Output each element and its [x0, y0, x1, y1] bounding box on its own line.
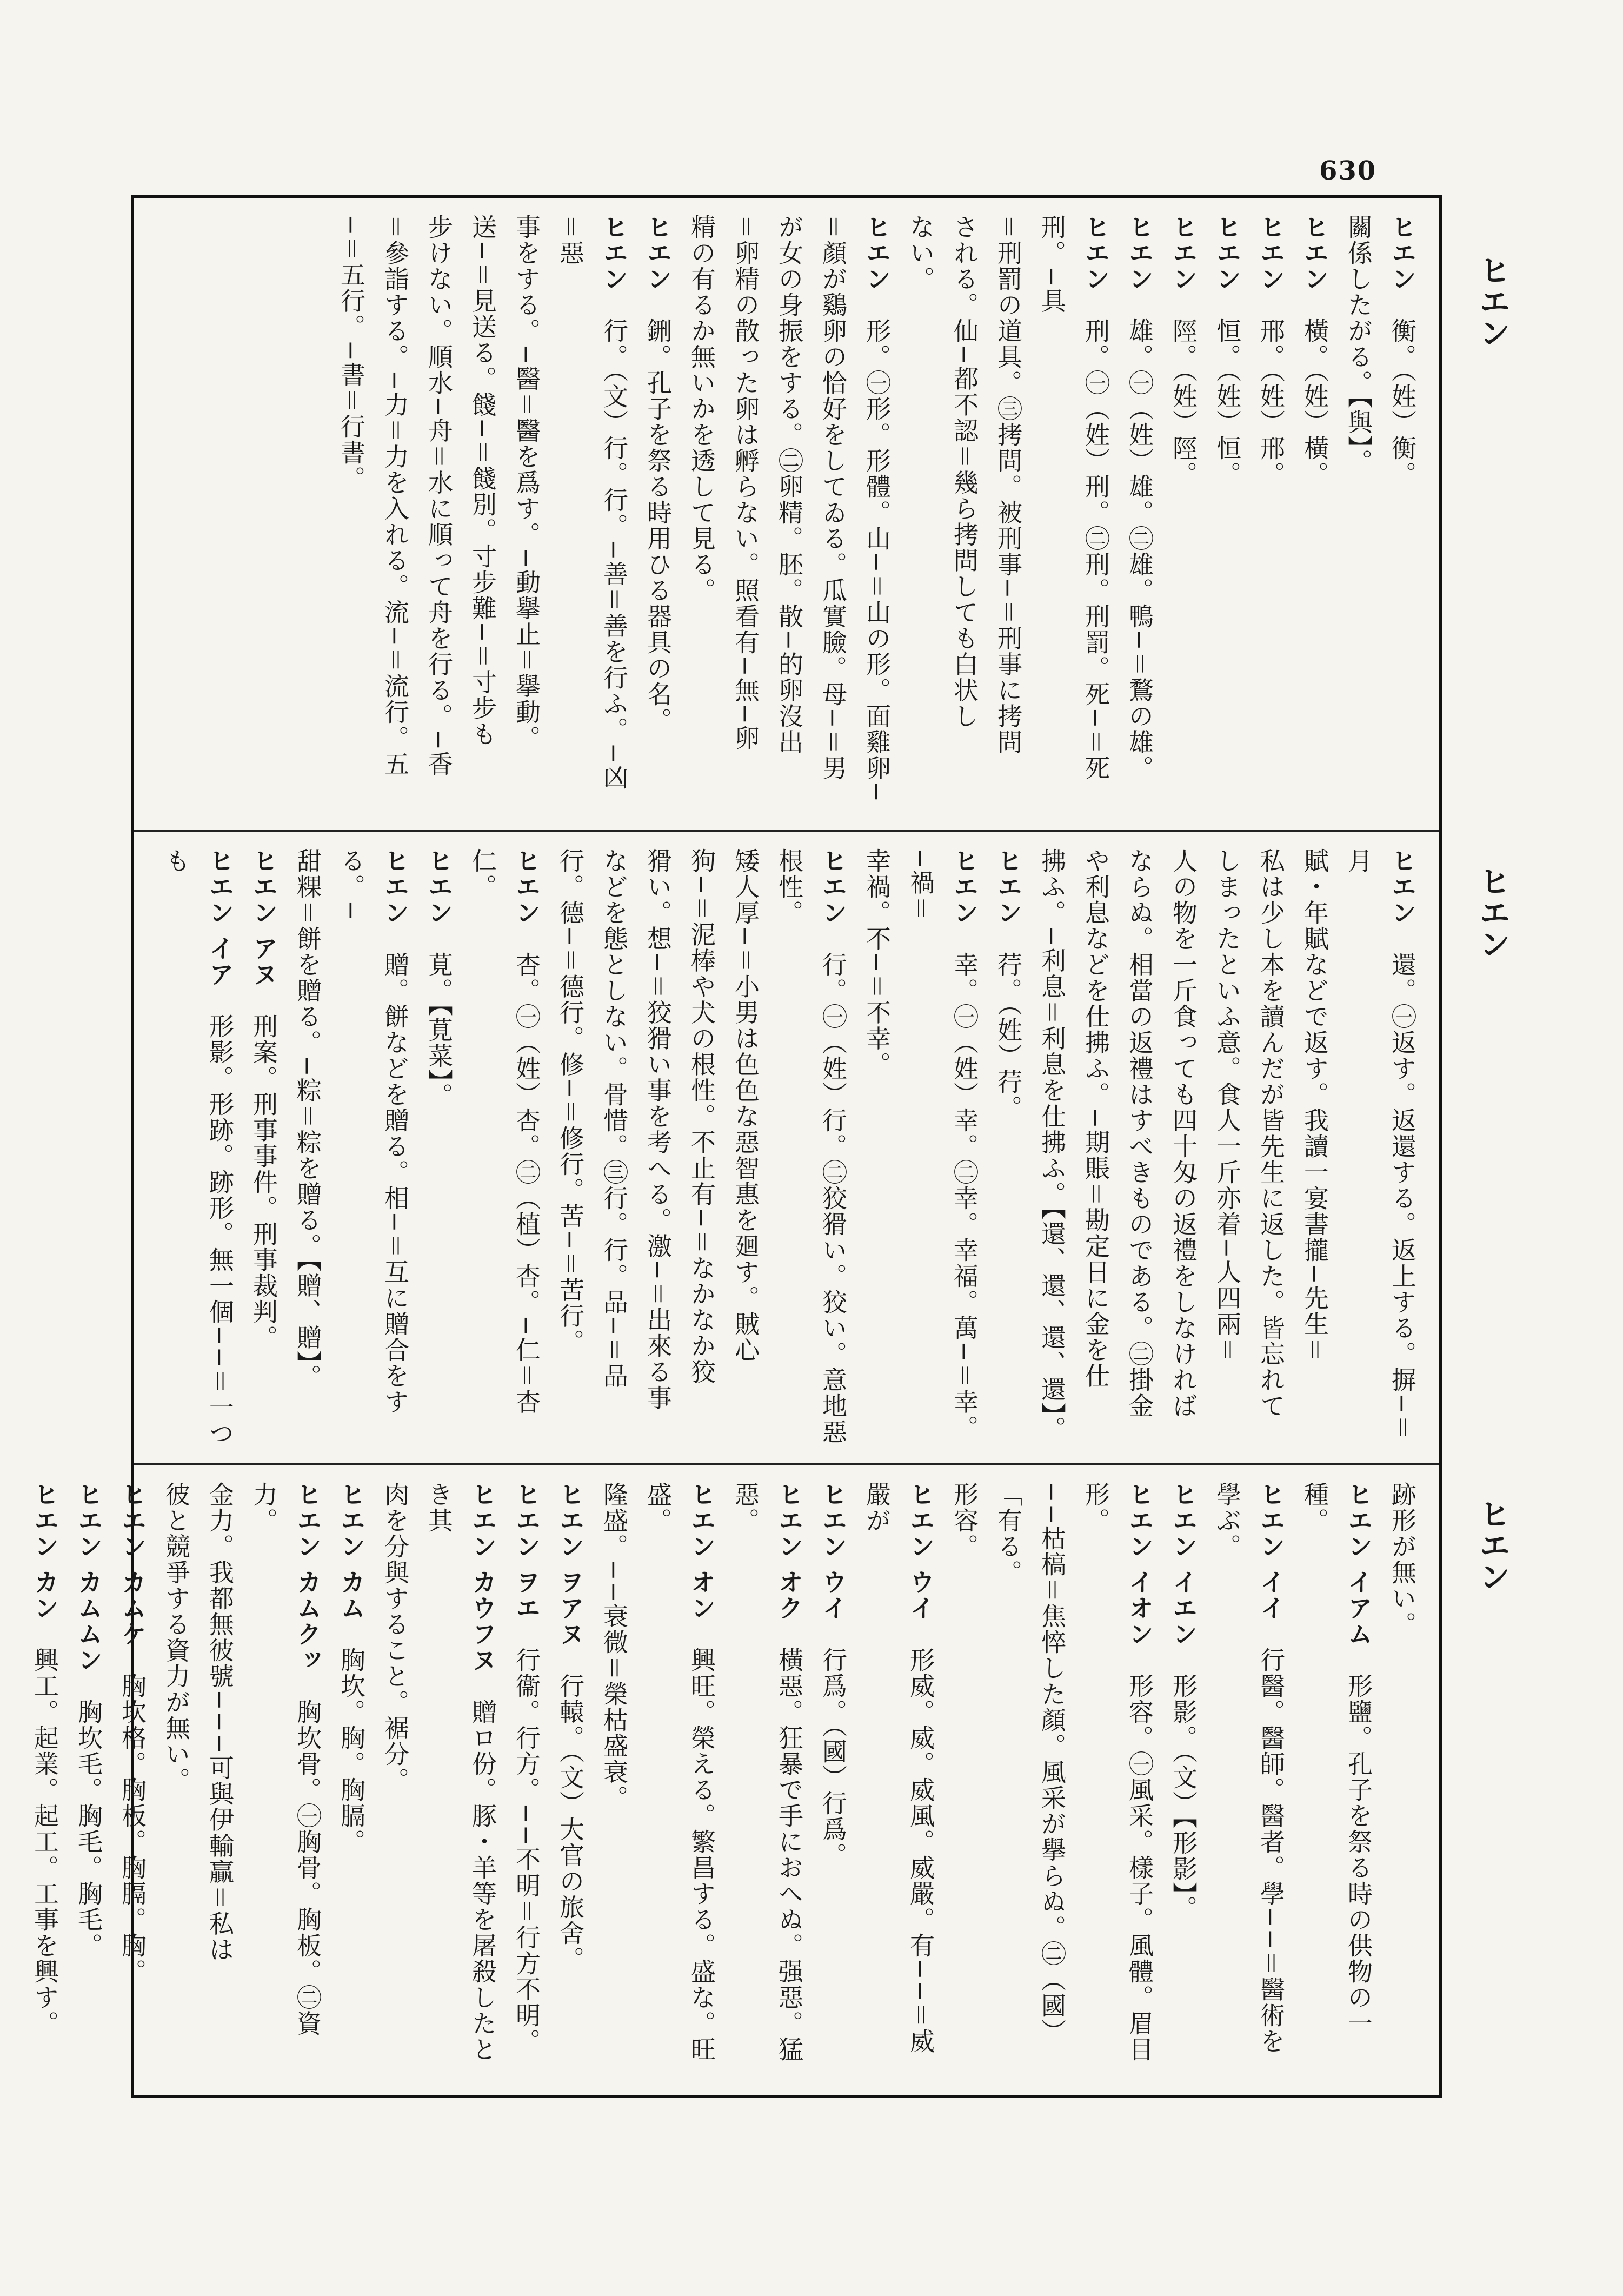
entry-definition: 恒。（姓）恒。 [1213, 318, 1242, 487]
entry-definition: 行衞。行方。−−不明＝行方不明。 [512, 1647, 541, 2055]
entry-continuation: ＝參詣する。−力＝力を入れる。流−＝流行。五 [381, 214, 410, 778]
tier-top [134, 198, 1439, 832]
dictionary-entry [855, 1482, 942, 2079]
entry-definition: 胸坎格。胸板。胸膈。胸。 [118, 1673, 147, 1985]
tier-bottom [30, 1465, 1439, 2095]
dictionary-entry [242, 848, 285, 1447]
entry-headword: ヒエン イイ [1256, 1482, 1286, 1648]
dictionary-entry [811, 1482, 855, 2079]
dictionary-entry [417, 848, 461, 1447]
dictionary-entry [1118, 214, 1161, 813]
dictionary-entry [23, 1482, 66, 2079]
entry-continuation: 步けない。順水−舟＝水に順って舟を行る。−香 [424, 214, 454, 778]
entry-continuation: 賦・年賦などで返す。我讀一宴書攏−先生＝ [1300, 848, 1329, 1363]
tier-top-text [149, 214, 1424, 813]
dictionary-entry [899, 848, 986, 1447]
dictionary-entry [1161, 214, 1205, 813]
entry-definition: 形威。威。威風。威嚴。有−−＝威嚴が [862, 1482, 935, 2055]
entry-headword: ヒエン カウフヌ [468, 1482, 497, 1700]
entry-continuation: 精の有るか無いかを透して見る。 [687, 214, 716, 603]
dictionary-entry [855, 214, 899, 813]
entry-definition: 雄。㊀（姓）雄。㊁雄。鴨−＝鶩の雄。 [1125, 318, 1154, 781]
entry-definition: 行轅。（文）大官の旅舍。 [556, 1673, 585, 1973]
dictionary-entry [329, 1482, 373, 2079]
entry-headword: ヒエン [819, 848, 848, 952]
entry-continuation: 肉を分與すること。裾分。 [381, 1482, 410, 1793]
entry-headword: ヒエン [950, 848, 979, 952]
entry-definition: 幸。㊀（姓）幸。㊁幸。幸福。萬−＝幸。−禍＝ [906, 848, 979, 1441]
entry-continuation: −−枯槁＝焦悴した顏。風采が擧らぬ。㊁（國）「有る。 [994, 1482, 1067, 2045]
dictionary-entry [66, 1482, 110, 2079]
entry-continuation: 金力。我都無彼號−−−可與伊輸贏＝私は [205, 1482, 235, 1963]
entry-headword: ヒエン カムムン [74, 1482, 103, 1700]
entry-definition: 邢。（姓）邢。 [1256, 318, 1286, 487]
entry-definition: 荇。（姓）荇。 [994, 952, 1023, 1121]
entry-definition: 形影。（文）【形影】。 [1169, 1673, 1198, 1922]
entry-headword: ヒエン [381, 848, 410, 952]
entry-continuation: 送−＝見送る。餞−＝餞別。寸步難−＝寸步も [468, 214, 497, 747]
entry-headword: ヒエン ヲアヌ [556, 1482, 585, 1674]
entry-continuation: しまったといふ意。食人一斤亦着−人四兩＝ [1213, 848, 1242, 1363]
entry-definition: 贈。餅などを贈る。相−＝互に贈合をする。− [337, 848, 410, 1415]
entry-headword: ヒエン カン [30, 1482, 59, 1648]
entry-continuation: される。仙−都不認＝幾ら拷問しても白状し [950, 214, 979, 729]
dictionary-entry [504, 1482, 548, 2079]
entry-continuation: 拂ふ。−利息＝利息を仕拂ふ。【還、還、還、還】。 [1037, 848, 1067, 1442]
dictionary-entry [329, 848, 417, 1447]
entry-definition: 胸坎毛。胸毛。胸毛。 [74, 1699, 103, 1959]
entry-continuation: などを態としない。骨惜。㊂行。行。品−＝品 [600, 848, 629, 1389]
entry-headword: ヒエン [424, 848, 454, 952]
dictionary-entry [1030, 214, 1118, 813]
entry-continuation: 行。德−＝德行。修−＝修行。苦−＝苦行。 [556, 848, 585, 1355]
page-frame [30, 195, 1442, 2098]
entry-headword: ヒエン オン [687, 1482, 716, 1648]
entry-definition: 衡。（姓）衡。 [1388, 318, 1417, 487]
dictionary-entry [636, 214, 680, 813]
entry-definition: 杏。㊀（姓）杏。㊁（植）杏。−仁＝杏仁。 [468, 848, 541, 1415]
entry-continuation: 關係したがる。【與】。 [1344, 214, 1373, 475]
entry-headword: ヒエン オク [775, 1482, 804, 1648]
entry-definition: 形。㊀形。形體。山−＝山の形。面雞卵− [862, 318, 892, 804]
running-head-top: ヒエン [1474, 254, 1511, 348]
entry-definition: 興旺。榮える。繁昌する。盛な。旺盛。 [643, 1482, 716, 2063]
dictionary-entry [1380, 214, 1424, 813]
dictionary-entry [110, 1482, 154, 2079]
dictionary-entry [1380, 1482, 1424, 2079]
entry-headword: ヒエン イア [205, 848, 235, 1014]
entry-headword: ヒエン ウイ [906, 1482, 935, 1648]
dictionary-entry [461, 848, 548, 1447]
dictionary-entry [1249, 214, 1293, 813]
entry-headword: ヒエン [1213, 214, 1242, 318]
entry-continuation: −＝五行。−書＝行書。 [337, 214, 366, 492]
entry-definition: 橫惡。狂暴で手におへぬ。强惡。猛惡。 [731, 1482, 804, 2063]
entry-continuation: ＝刑罰の道具。㊂拷問。被刑事−＝刑事に拷問 [994, 214, 1023, 755]
entry-continuation: が女の身振をする。㊁卵精。胚。散−的卵沒出 [775, 214, 804, 755]
running-head-middle: ヒエン [1474, 865, 1511, 959]
running-head-bottom: ヒエン [1474, 1498, 1511, 1592]
entry-continuation: 幸禍。不−＝不幸。 [862, 848, 892, 1078]
entry-definition: 贈ロ份。豚・羊等を屠殺したとき其 [424, 1482, 497, 2063]
entry-headword: ヒエン [1125, 214, 1154, 318]
entry-continuation: 甜粿＝餅を贈る。−粽＝粽を贈る。【贈、贈】。 [293, 848, 322, 1390]
entry-headword: ヒエン イアム [1344, 1482, 1373, 1674]
entry-continuation: 彼と競爭する資力が無い。 [162, 1482, 191, 1793]
entry-definition: 行醫。醫師。醫者。學−−＝醫術を學ぶ。 [1213, 1482, 1286, 2055]
entry-headword: ヒエン ヲエ [512, 1482, 541, 1648]
tier-middle-text [149, 848, 1424, 1447]
entry-definition: 刑案。刑事事件。刑事裁判。 [249, 1013, 278, 1351]
entry-definition: 跡形が無い。 [1388, 1482, 1417, 1637]
entry-headword: ヒエン [1169, 214, 1198, 318]
entry-headword: ヒエン [643, 214, 673, 318]
entry-headword: ヒエン カムクッ [293, 1482, 322, 1700]
entry-headword: ヒエン イオン [1125, 1482, 1154, 1674]
entry-headword: ヒエン カムケ [118, 1482, 147, 1674]
dictionary-entry [548, 1482, 592, 2079]
entry-definition: 胸坎骨。㊀胸骨。胸板。㊁資力。 [249, 1482, 322, 2037]
entry-continuation: ＝顏が鷄卵の恰好をしてゐる。瓜實臉。母−＝男 [819, 214, 848, 781]
entry-continuation: 隆盛。−−衰微＝榮枯盛衰。 [600, 1482, 629, 1811]
dictionary-entry [1336, 848, 1424, 1447]
entry-continuation: 私は少し本を讀んだが皆先生に返した。皆忘れて [1256, 848, 1286, 1419]
entry-headword: ヒエン [862, 214, 892, 318]
dictionary-entry [1293, 1482, 1380, 2079]
entry-definition: 刑。㊀（姓）刑。㊁刑。刑罰。死−＝死刑。−具 [1037, 214, 1110, 781]
entry-definition: 橫。（姓）橫。 [1300, 318, 1329, 487]
entry-headword: ヒエン ウイ [819, 1482, 848, 1648]
entry-continuation: 矮人厚−＝小男は色色な惡智惠を廻す。賊心 [731, 848, 760, 1363]
entry-headword: ヒエン [1300, 214, 1329, 318]
entry-headword: ヒエン [600, 214, 629, 318]
entry-continuation: や利息などを仕拂ふ。−期賬＝勘定日に金を仕 [1081, 848, 1110, 1389]
entry-definition: 莧。【莧菜】。 [424, 952, 454, 1109]
entry-headword: ヒエン [1388, 214, 1417, 318]
dictionary-entry [417, 1482, 504, 2079]
entry-continuation: ない。 [906, 214, 935, 292]
entry-continuation: 人の物を一斤食っても四十匁の返禮をしなければ [1169, 848, 1198, 1419]
entry-definition: 興工。起業。起工。工事を興す。 [30, 1647, 59, 2037]
dictionary-entry [1293, 214, 1336, 813]
entry-definition: 形容。㊀風采。樣子。風體。眉目形。 [1081, 1482, 1154, 2063]
tier-middle [134, 832, 1439, 1465]
entry-definition: 還。㊀返す。返還する。返上する。摒−＝月 [1344, 848, 1417, 1441]
dictionary-entry [986, 848, 1030, 1447]
dictionary-entry [1205, 214, 1249, 813]
dictionary-entry [154, 848, 242, 1447]
entry-continuation: 事をする。−醫＝醫を爲す。−動擧止＝擧動。 [512, 214, 541, 752]
entry-definition: 行爲。（國）行爲。 [819, 1647, 848, 1869]
entry-continuation: 狗−＝泥棒や犬の根性。不止有−＝なかなか狡 [687, 848, 716, 1385]
entry-definition: 形影。形跡。跡形。無一個−−＝一つも [162, 848, 235, 1447]
dictionary-entry [1161, 1482, 1205, 2079]
dictionary-entry [1205, 1482, 1293, 2079]
entry-continuation: 形容。 [950, 1482, 979, 1560]
entry-headword: ヒエン [1256, 214, 1286, 318]
entry-definition: 陘。（姓）陘。 [1169, 318, 1198, 487]
entry-headword: ヒエン カム [337, 1482, 366, 1648]
entry-headword: ヒエン [1081, 214, 1110, 318]
entry-headword: ヒエン [1388, 848, 1417, 952]
dictionary-entry [1074, 1482, 1161, 2079]
entry-headword: ヒエン イエン [1169, 1482, 1198, 1674]
page-number: 630 [1319, 156, 1377, 186]
dictionary-entry [767, 848, 855, 1447]
dictionary-entry [242, 1482, 329, 2079]
entry-continuation: 猾い。想−＝狡猾い事を考へる。激−＝出來る事 [643, 848, 673, 1411]
entry-continuation: ＝卵精の散った卵は孵らない。照看有−無−卵 [731, 214, 760, 752]
dictionary-entry [636, 1482, 723, 2079]
tier-bottom-text [30, 1482, 1424, 2079]
entry-continuation: ならぬ。相當の返禮はすべきものである。㊁掛金 [1125, 848, 1154, 1419]
entry-definition: 鉶。孔子を祭る時用ひる器具の名。 [643, 318, 673, 733]
entry-definition: 形鹽。孔子を祭る時の供物の一種。 [1300, 1482, 1373, 2037]
entry-headword: ヒエン [512, 848, 541, 952]
entry-headword: ヒエン [994, 848, 1023, 952]
entry-definition: 胸坎。胸。胸膈。 [337, 1647, 366, 1855]
dictionary-entry [723, 1482, 811, 2079]
entry-definition: 行。㊀（姓）行。㊁狡猾い。狡い。意地惡根性。 [775, 848, 848, 1445]
entry-headword: ヒエン アヌ [249, 848, 278, 1014]
dictionary-entry [548, 214, 636, 813]
entry-definition: 行。（文）行。行。−善＝善を行ふ。−凶＝惡 [556, 214, 629, 791]
